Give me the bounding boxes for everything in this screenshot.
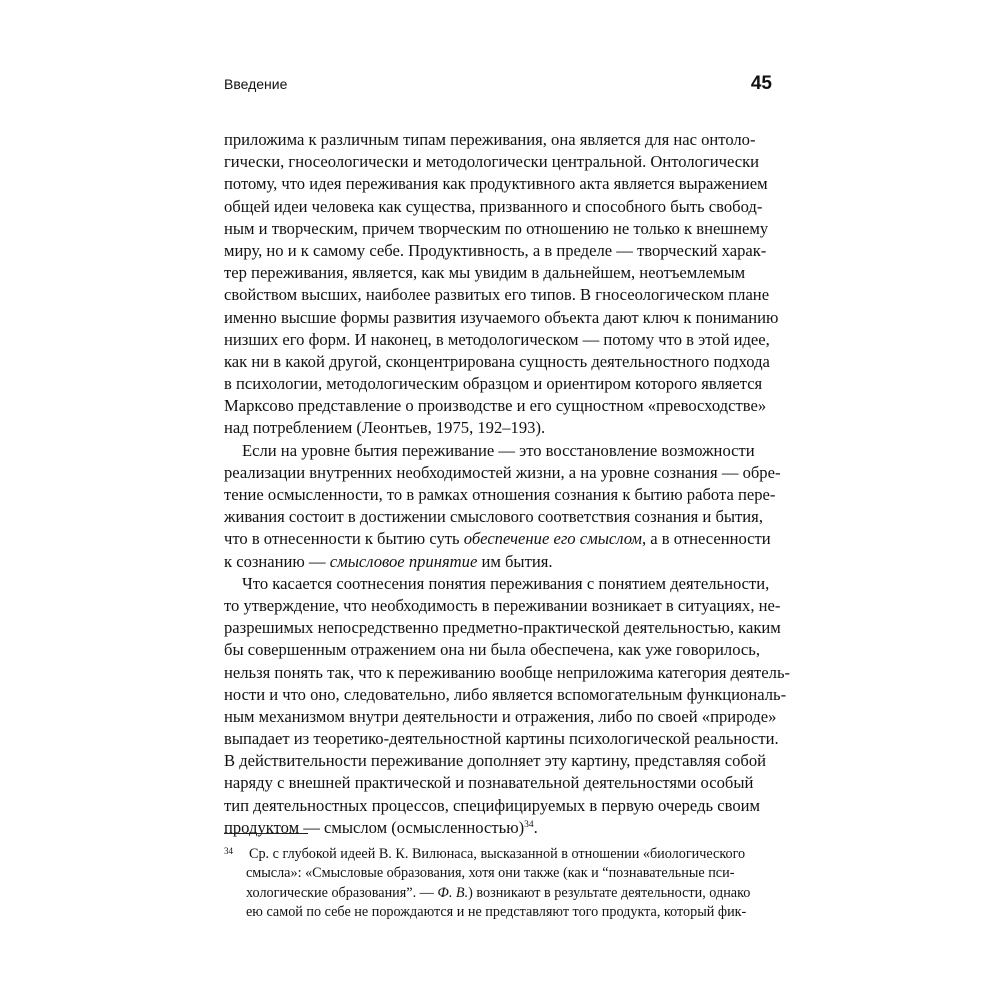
footnote-line <box>224 903 750 922</box>
body-line <box>224 551 790 573</box>
body-line <box>224 462 790 484</box>
line-text: продуктом — смыслом (осмысленностью) <box>224 817 525 837</box>
line-text: тение осмысленности, то в рамках отношения сознания к бытию работа пере- <box>224 485 776 504</box>
body-line <box>224 728 790 750</box>
emphasis-text: Ф. В. <box>437 884 469 901</box>
line-text: то утверждение, что необходимость в переживании возникает в ситуациях, не- <box>224 595 781 615</box>
body-line <box>224 173 790 195</box>
line-text: свойством высших, наиболее развитых его типов. В гносеологическом плане <box>224 285 770 305</box>
footnote-line <box>224 864 750 883</box>
body-line <box>224 817 790 839</box>
body-line <box>224 684 790 706</box>
line-text: ным и творческим, причем творческим по отношению не только к внешнему <box>224 218 769 238</box>
body-line <box>224 373 790 395</box>
line-text: как ни в какой другой, сконцентрирована сущность деятельностного подхода <box>224 351 770 371</box>
body-line <box>224 129 790 151</box>
page-number: 45 <box>750 73 772 94</box>
body-line <box>224 284 790 306</box>
footnote-number: 34 <box>224 846 233 856</box>
line-text: в психологии, методологическим образцом и ориентиром которого является <box>224 374 763 394</box>
line-text: гически, гносеологически и методологически центральной. Онтологически <box>224 152 760 172</box>
body-line <box>224 440 790 462</box>
line-text: к сознанию — <box>224 551 330 571</box>
body-line <box>224 240 790 262</box>
line-text: В действительности переживание дополняет эту картину, представляя собой <box>224 751 767 771</box>
footnote-line <box>224 884 750 903</box>
body-line <box>224 395 790 417</box>
body-line <box>224 351 790 373</box>
body-line <box>224 795 790 817</box>
body-line <box>224 417 790 439</box>
line-text: хологические образования”. — <box>246 884 438 901</box>
line-text: миру, но и к самому себе. Продуктивность, а в пределе — творческий харак- <box>224 240 767 260</box>
line-text: Если на уровне бытия переживание — это восстановление возможности <box>242 440 755 460</box>
body-line <box>224 772 790 794</box>
line-text: именно высшие формы развития изучаемого объекта дают ключ к пониманию <box>224 307 779 327</box>
line-text-tail: . <box>533 817 538 837</box>
body-line <box>224 639 790 661</box>
body-line <box>224 506 790 528</box>
body-line <box>224 307 790 329</box>
line-text: живания состоит в достижении смыслового соответствия сознания и бытия, <box>224 507 763 527</box>
line-text: общей идеи человека как существа, призванного и способного быть свобод- <box>224 196 763 216</box>
body-line <box>224 750 790 772</box>
line-text: нельзя понять так, что к переживанию вообще неприложима категория деятель- <box>224 662 791 682</box>
line-text: реализации внутренних необходимостей жизни, а на уровне сознания — обре- <box>224 462 781 482</box>
body-line <box>224 218 790 240</box>
body-line <box>224 573 790 595</box>
emphasis-text: смысловое принятие <box>329 551 478 571</box>
body-text <box>224 129 790 839</box>
body-line <box>224 329 790 351</box>
body-line <box>224 151 790 173</box>
body-line <box>224 662 790 684</box>
line-text: ности и что оно, следовательно, либо является вспомогательным функциональ- <box>224 684 787 704</box>
line-text: ею самой по себе не порождаются и не представляют того продукта, который фик- <box>246 904 747 921</box>
line-text: наряду с внешней практической и познавательной деятельностями особый <box>224 773 754 793</box>
line-text-tail: ) возникают в результате деятельности, однако <box>468 884 751 901</box>
line-text: разрешимых непосредственно предметно-практической деятельностью, каким <box>224 618 781 638</box>
emphasis-text: обеспечение его смыслом <box>463 529 642 549</box>
line-text-tail: , а в отнесенности <box>642 529 771 549</box>
line-text: смысла»: «Смысловые образования, хотя они также (как и “познавательные пси- <box>246 865 735 882</box>
body-line <box>224 528 790 550</box>
line-text: бы совершенным отражением она ни была обеспечена, как уже говорилось, <box>224 640 760 660</box>
line-text: выпадает из теоретико-деятельностной картины психологической реальности. <box>224 729 779 749</box>
line-text: приложима к различным типам переживания, она является для нас онтоло- <box>224 130 756 149</box>
line-text: низших его форм. И наконец, в методологическом — потому что в этой идее, <box>224 329 770 349</box>
line-text: Марксово представление о производстве и его сущностном «превосходстве» <box>224 396 767 416</box>
line-text: что в отнесенности к бытию суть <box>224 529 464 549</box>
footnote-reference: 34 <box>524 819 534 830</box>
body-line <box>224 595 790 617</box>
footnote-separator <box>224 833 308 834</box>
body-line <box>224 706 790 728</box>
footnote-line <box>224 845 750 864</box>
running-header-title: Введение <box>224 76 288 92</box>
body-line <box>224 484 790 506</box>
body-line <box>224 617 790 639</box>
line-text: Что касается соотнесения понятия переживания с понятием деятельности, <box>242 573 770 593</box>
body-line <box>224 262 790 284</box>
line-text: над потреблением (Леонтьев, 1975, 192–193). <box>224 418 546 438</box>
line-text: Ср. с глубокой идеей В. К. Вилюнаса, высказанной в отношении «биологического <box>249 846 746 862</box>
line-text: потому, что идея переживания как продуктивного акта является выражением <box>224 174 768 194</box>
footnote-text <box>224 845 750 923</box>
line-text: тер переживания, является, как мы увидим в дальнейшем, неотъемлемым <box>224 263 746 283</box>
line-text-tail: им бытия. <box>477 551 553 571</box>
line-text: тип деятельностных процессов, специфицируемых в первую очередь своим <box>224 795 760 815</box>
line-text: ным механизмом внутри деятельности и отражения, либо по своей «природе» <box>224 706 777 726</box>
body-line <box>224 196 790 218</box>
